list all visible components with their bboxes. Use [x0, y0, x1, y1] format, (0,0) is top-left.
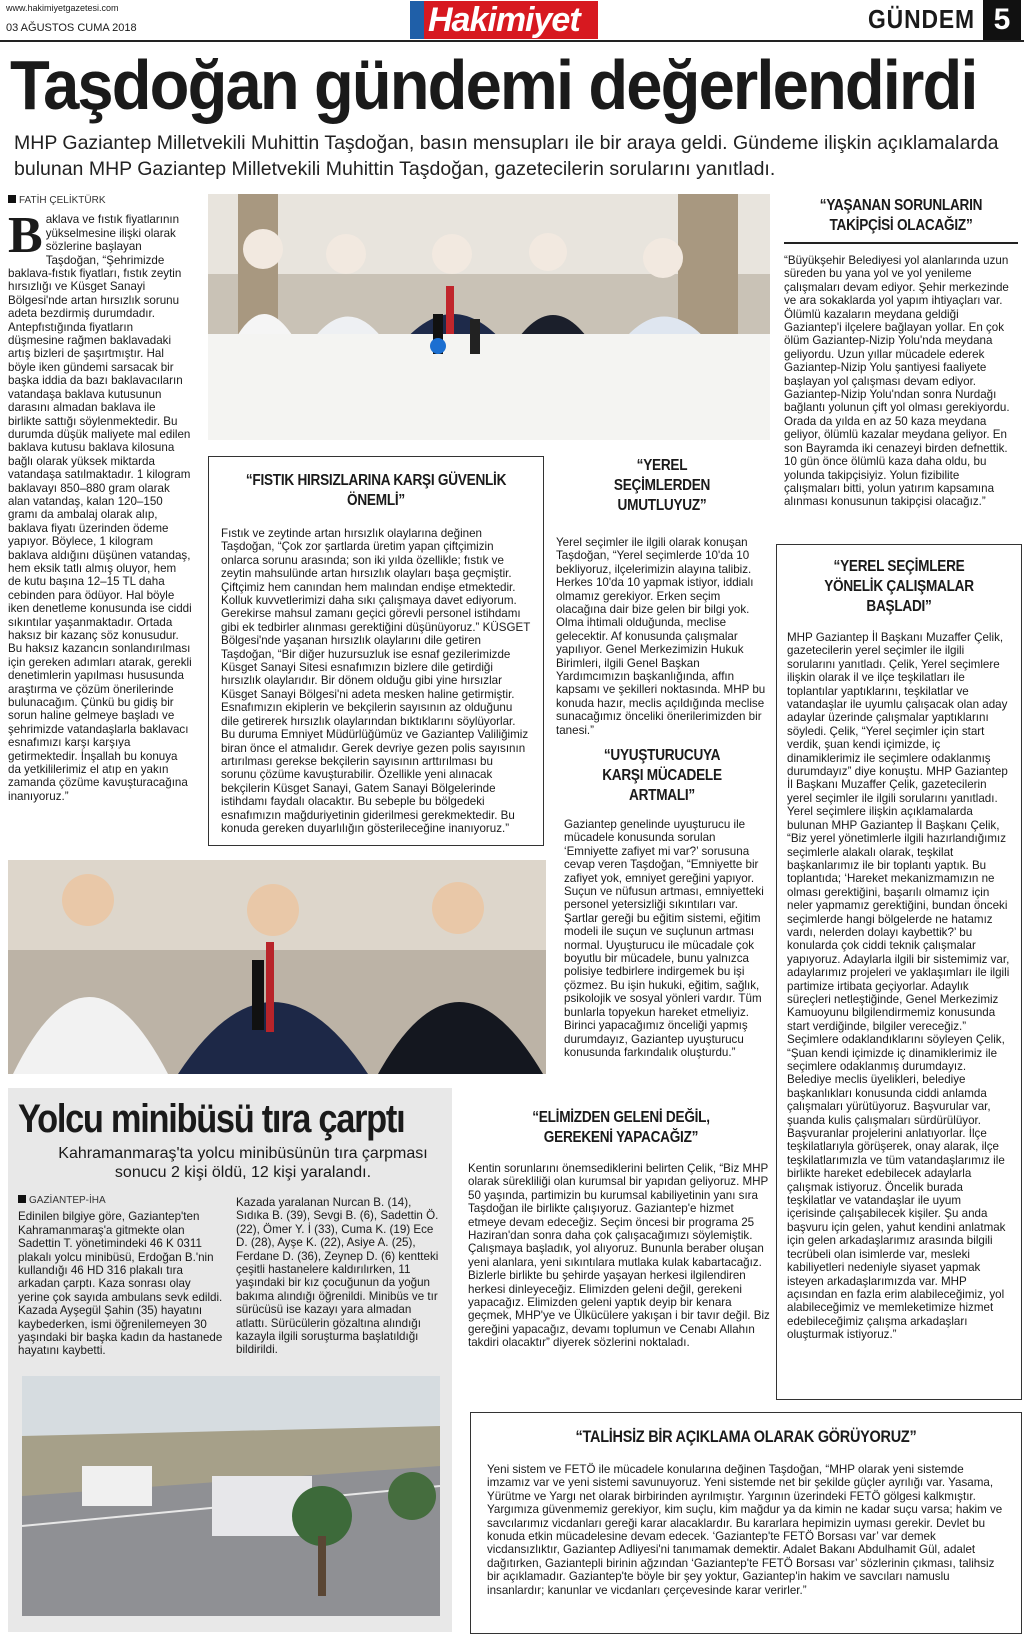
secondary-headline: Yolcu minibüsü tıra çarptı	[18, 1097, 405, 1141]
page-number: 5	[983, 0, 1021, 40]
uyusturucu-text: Gaziantep genelinde uyuşturucu ile mücadele konusunda sorulan ‘Emniyette zafiyet mi var?’ sorusuna cevap veren Taşdoğan, “Emniyette bir zafiyet yok, emniyet gereğini yapıyor. Suçun ve nüfusun artması, emniyetteki personel yetersizliği sıkıntıları var. Şartlar gereği bu eğitim sistemi, eğitim modeli ile suçun ve suçlunun artması normal. Uyuşturucu ile mücadale çok boyutlu bir mücadele, bunu yalnızca polisiye tedbirlere indirgemek bu işi çözmez. Bu işin hukuki, eğitim, sağlık, psikolojik ve sosyal yönleri vardır. Tüm bunlarla topyekun hareket etmeliyiz. Birinci yapacağımız önceliği yapmış durumdayız, Gaziantep uyuşturucu konusunda farkındalık oluşturdu.”	[564, 818, 764, 1059]
lead-article-text: aklava ve fıstık fiyatlarının yükselmesine ilişki olarak sözlerine başlayan Taşdoğan, “Şehrimizde baklava-fıstık fiyatları, fıstık zeytin hırsızlığı ve Küsget Sanayi Bölgesi'nde artan hırsızlık sorunu adeta bezdirmiş durumdadır. Antepfıstığında fiyatların düşmesine rağmen baklavadaki artış bizleri de şaşırtmıştır. Hal böyle iken gündemi sarsacak bir başka iddia da bazı baklavacıların vatandaşa baklava kutusunun darasını almadan baklava ile birlikte sattığı söylenmektedir. Bu durumda düşük maliyete mal edilen baklava kutusu baklava kilosuna bağlı olarak yüksek miktarda vatandaşa satılmaktadır. 1 kilogram baklavayı 850–880 gram olarak alan vatandaş, kalan 120–150 gramı da ambalaj olarak alıp, baklava fiyatı üzerinden ödeme yapıyor. Böylece, 1 kilogram baklava aldığını düşünen vatandaş, hem eksik tatlı almış oluyor, hem de kutu başına 12–15 TL daha cebinden para ödüyor. Hal böyle iken denetleme konusunda ise ciddi sıkıntılar yaşanmaktadır. Ortada haksız bir kazanç söz konusudur. Bu haksız kazancın sonlandırılması için gereken adımları atarak, gerekli denetimlerin yapılması hususunda araştırma ve çözüm önerilerinde bulunacağım. Çünkü bu gidiş bir sorun haline gelmeye başladı ve şehrimizde vatandaşlarla baklavacı esnafımızı karşı karşıya getirmektedir. İnşallah bu konuya da yetkililerimiz el atıp en yakın zamanda çözüme kavuşturacağına inanıyoruz.”	[8, 213, 192, 803]
secondary-byline: GAZİANTEP-İHA	[18, 1194, 224, 1207]
lead-article	[8, 194, 192, 803]
talihsiz-title: “TALİHSİZ BİR AÇIKLAMA OLARAK GÖRÜYORUZ”	[575, 1427, 917, 1446]
main-subhead: MHP Gaziantep Milletvekili Muhittin Taşdoğan, basın mensupları ile bir araya geldi. Gündeme ilişkin açıklamalarda bulunan MHP Gaziantep Milletvekili Muhittin Taşdoğan, gazetecilerin sorularını yanıtladı.	[14, 132, 999, 180]
byline: FATİH ÇELİKTÜRK	[8, 194, 192, 207]
issue-date: 03 AĞUSTOS CUMA 2018	[6, 22, 137, 34]
fistik-box-title: “FISTIK HIRSIZLARINA KARŞI GÜVENLİK ÖNEMLİ”	[245, 472, 507, 509]
uyusturucu-section	[556, 746, 768, 1059]
drop-cap: B	[8, 207, 43, 265]
talihsiz-text: Yeni sistem ve FETÖ ile mücadele konularına değinen Taşdoğan, “MHP olarak yeni sistemde imzamız var ve yeni sistemi savunuyoruz. Yeni sistemde net bir şekilde güçler ayrılığı var. Yasama, Yürütme ve Yargı net olarak birbirinden ayrılmıştır. Yargının üzerindeki FETÖ gölgesi kalkmıştır. Yargımıza güvenmemiz gerekiyor, kim suçlu, kim mağdur ya da kimin ne kadar suçu varsa; hakim ve savcılarımız vicdanları gereği karar alacaklardır. Bu kararlara hepimizin uyması gerekir. Devlet bu konuda etkin mücadelesine devam edecek. ‘Gaziantep'te FETÖ Borsası var’ var demek vicdansızlıktır, Gaziantep Adliyesi'ni tanımamak demektir. Adalet Bakanı Abdulhamit Gül, adalet dağıtırken, Gaziantepli birinin ağzından ‘Gaziantep'te FETÖ Borsası var’ sözlerinin çıkması, talihsiz bir açıklamadır. Gaziantep'te böyle bir şey yoktur, Gaziantep'in hakim ve savcıları namuslu insanlardır; kanunlar ve vicdanları çerçevesinde karar verirler.”	[487, 1463, 1003, 1597]
yerel-umut-text: Yerel seçimler ile ilgili olarak konuşan Taşdoğan, “Yerel seçimlerde 10'da 10 bekliyoruz, ilçelerimizin alayına talibiz. Herkes 10'da 10 yapmak istiyor, iddialı olmamız gerekiyor. Erken seçim olacağına dair bize gelen bir bilgi yok. Olma ihtimali olduğunda, meclise gelecektir. Af konusunda çalışmalar yapılıyor. Genel Merkezimizin Hukuk Birimleri, ilgili Genel Başkan Yardımcımızın başkanlığında, affın kapsamı ve şekilleri noktasında. MHP bu konuda hazır, meclis açıldığında meclise sunacağımız önceliki önerilerimizden bir tanesi.”	[556, 536, 766, 737]
secondary-col2-text: Kazada yaralanan Nurcan B. (14), Sıdıka B. (39), Sevgi B. (6), Sadettin Ö. (22), Ömer Y. İ (33), Cuma K. (19) Ece D. (28), Ayşe K. (22), Asiye A. (25), Ferdane D. (36), Zeynep D. (6) kentteki çeşitli hastanelere kaldırılırken, 11 yaşındaki bir kız çocuğunun da yoğun bakıma alındığı öğrenildi. Minibüs ve tır sürücüsü ise kazayı yara almadan atlattı. Sürücülerin gözaltına alındığı kazayla ilgili soruşturma başlatıldığı bildirildi.	[236, 1196, 439, 1357]
masthead-divider	[0, 40, 1024, 42]
press-conference-photo	[208, 194, 770, 440]
press-conference-closeup-photo	[8, 860, 546, 1074]
section-title: GÜNDEM	[868, 4, 975, 34]
main-headline: Taşdoğan gündemi değerlendirdi	[10, 46, 977, 124]
yerel-yonelik-box	[776, 544, 1022, 1400]
accident-photo	[22, 1376, 440, 1616]
yerel-umut-section	[556, 456, 768, 737]
fistik-box-text: Fıstık ve zeytinde artan hırsızlık olaylarına değinen Taşdoğan, “Çok zor şartlarda üretim yapan çiftçimizin onlarca sorunu arasında; son iki yılda özellikle; fıstık ve zeytin mahsulünde artan hırsızlık olayları başa geçmiştir. Çiftçimiz hem canından hem malından endişe etmektedir. Kolluk kuvvetlerimizi daha sıkı çalışmaya davet ediyorum. Gerekirse mahsul zamanı geçici görevli personel istihdamı gibi ek tedbirler alınması gerektiğini düşünüyoruz.” KÜSGET Bölgesi'nde yaşanan hırsızlık olaylarını dile getiren Taşdoğan, “Bir diğer huzursuzluk ise esnaf gezilerimizde Küsget Sanayi Sitesi esnafımızın bizlere dile getirdiği hırsızlık olaylarıdır. Bir dönem olduğu gibi yine hırsızlar Küsget Sanayi Bölgesi'ni adeta mesken haline getirmiştir. Esnafımızın ekiplerin ve bekçilerin sayısının az olduğunu dile getirerek hırsızlık olaylarından bıktıklarını söylüyorlar. Bu duruma Emniyet Müdürlüğümüz ve Gaziantep Valiliğimiz biran önce el atmalıdır. Gerek devriye gezen polis sayısının artırılması gerekse bekçilerin sayısının arttırılması bu sorunu çözüme kavuşturabilir. Özellikle yeni alınacak bekçilerin Küsget Sanayi, Gatem Sanayi Bölgelerinde istihdamı faydalı olacaktır. Bu sebeple bu bölgedeki esnafımızın mağduriyetinin giderilmesi gerekmektedir. Bu konuda gereken duyarlılığın gösterileceğine inanıyoruz.”	[221, 527, 531, 835]
yasanan-divider	[784, 242, 1018, 244]
website-url: www.hakimiyetgazetesi.com	[6, 3, 119, 13]
logo-blue-bar	[410, 1, 424, 39]
newspaper-logo	[410, 1, 598, 39]
secondary-story	[8, 1088, 452, 1632]
talihsiz-box	[470, 1412, 1022, 1634]
yasanan-text: “Büyükşehir Belediyesi yol alanlarında uzun süreden bu yana yol ve yol yenileme çalışmaları devam ediyor. Şehir merkezinde ve ara sokaklarda yol yapım ihtiyaçları var. Ölümlü kazaların meydana geldiği Gaziantep'i ilçelere bağlayan yollar. En çok ölüm Gaziantep-Nizip Yolu'nda meydana geliyordu. Uzun yıllar mücadele ederek Gaziantep-Nizip Yolu şantiyesi faaliyete başlayan yol çalışması devam ediyor. Gaziantep-Nizip Yolu'ndan sonra Nurdağı bağlantı yolunun çift yol olması gerekiyordu. Orada da yılda en az 50 kaza meydana geliyor, ölümlü kazalar meydana geliyor. En son Bayramda iki cenazeyi birden defnettik. 10 gün önce ölümlü kaza daha oldu, bu yolunda takipçisiyiz. Yolun fizibilite çalışmaları bitti, yolun yatırım kapsamına alınması konusunun takipçisi olacağız.”	[784, 254, 1010, 509]
yerel-umut-title: “YEREL SEÇİMLERDEN UMUTLUYUZ”	[613, 457, 711, 514]
yerel-yonelik-title: “YEREL SEÇİMLERE YÖNELİK ÇALIŞMALAR BAŞLADI”	[824, 558, 974, 615]
yasanan-title: “YAŞANAN SORUNLARIN TAKİPÇİSİ OLACAĞIZ”	[819, 197, 983, 234]
uyusturucu-title: “UYUŞTURUCUYA KARŞI MÜCADELE ARTMALI”	[602, 747, 722, 804]
yasanan-section	[784, 196, 1018, 509]
secondary-col1-text: Edinilen bilgiye göre, Gaziantep'ten Kahramanmaraş'a gitmekte olan Sadettin T. yönetimindeki 46 K 0311 plakalı yolcu minibüsü, Erdoğan B.'nin kullandığı 46 HD 316 plakalı tıra arkadan çarptı. Kaza sonrası olay yerine çok sayıda ambulans sevk edildi. Kazada Ayşegül Şahin (35) hayatını kaybederken, ismi öğrenilemeyen 30 yaşındaki bir başka kadın da hastanede hayatını kaybetti.	[18, 1210, 223, 1358]
fistik-box	[208, 456, 544, 846]
elimizden-title: “ELİMİZDEN GELENİ DEĞİL, GEREKENİ YAPACAĞIZ”	[532, 1109, 710, 1146]
secondary-subhead: Kahramanmaraş'ta yolcu minibüsünün tıra çarpması sonucu 2 kişi öldü, 12 kişi yaralandı.	[58, 1145, 428, 1181]
yerel-yonelik-text: MHP Gaziantep İl Başkanı Muzaffer Çelik, gazetecilerin yerel seçimler ile ilgili sorularını yanıtladı. Çelik, Yerel seçimlere ilişkin olarak il ve ilçe teşkilatları ile toplantılar yaptıklarını, teşkilatlar ve vatandaşlar ile uyumlu çalışacak olan aday adaylar üzerinde çalışmalar yaptıklarını söyledi. Çelik, “Yerel seçimler için start verdik, şuan kendi içimizde, iç dinamiklerimiz ile seçimlere odaklanmış durumdayız” diye konuştu. MHP Gaziantep İl Başkanı Muzaffer Çelik, gazetecilerin yerel seçimler ile ilgili sorularını yanıtladı. Yerel seçimlere ilişkin açıklamalarda bulunan MHP Gaziantep İl Başkanı Çelik, “Biz yerel yönetimlerle ilgili hazırlandığımız seçimlerle alakalı olarak, teşkilat başkanlarımız ile bir toplantı yaptık. Bu toplantıda; ‘Hareket mekanizmamızın ne olması gerektiğini, başarılı olmamız için neler yapmamız gerektiğini, bundan önceki seçimlerde hangi bölgelerde ne hatamız vardı, nelerden dolayı kaybettik?’ bu konularda çok ciddi teknik çalışmalar yapıyoruz. Adaylarla ilgili bir sistemimiz var, adaylarımız projeleri ve yaklaşımları ile ilgili partimize irtibata geçiyorlar. Adaylık süreçleri netleştiğinde, Genel Merkezimiz Kamuoyunu bilgilendirmemiz konusunda start verdiğinde, bilgiler vereceğiz.” Seçimlere odaklandıklarını söyleyen Çelik, “Şuan kendi içimizde iç dinamiklerimiz ile seçimlere odaklanmış durumdayız. Belediye meclis üyelikleri, belediye başkanlıkları konusunda ciddi anlamda çalışmaları yürütüyoruz. Başvurular var, şuanda kulis çalışmaları sürdürülüyor. Başvuranlar projelerini anlatıyorlar. İlçe teşkilatlarıyla görüşerek, onay alarak, ilçe teşkilatlarımızla ve tüm vatandaşlarımız ile birlikte hareket edebilecek adaylarla çalışmak istiyoruz. Öncelik burada teşkilatlar ve vatandaşlar ile uyum içerisinde çalışabilecek kişiler. Şu anda başvuru için gelen, yahut kendini anlatmak için gelen arkadaşlarımız arasında bilgili tecrübeli olan isimlerde var, mesleki kabiliyetleri nedeniyle siyaset yapmak isteyen arkadaşlarımızda var. MHP açısından en fazla erim alabileceğimiz, yol alabileceğimiz ve memleketimize hizmet edebileceğimiz çalışma arkadaşları oluşturmak istiyoruz.”	[787, 631, 1010, 1342]
logo-text: Hakimiyet	[424, 1, 598, 39]
elimizden-text: Kentin sorunlarını önemsediklerini belirten Çelik, “Biz MHP olarak sürekliliği olan kurumsal bir yapıdan geliyoruz. MHP 50 yaşında, partimizin bu kurumsal kabiliyetinin yanı sıra Taşdoğan ile birlikte çalışıyoruz. Gaziantep'e hizmet etmeye devam edeceğiz. Seçim öncesi bir programa 25 Haziran'dan sonra daha çok çalışacağımızı söylemiştik. Çalışmaya başladık, yol alıyoruz. Bununla beraber oluşan yeni alanlara, yeni sıkıntılara mutlaka kulak kabartacağız. Bizlerle birlikte bu şehirde yaşayan herkesi ilgilendiren herkesi dinleyeceğiz. Elimizden geleni değil, gerekeni yapacağız. Elimizden geleni yaptık deyip bir kenara geçmek, MHP'ye ve Ülkücülere yakışan i bir tavır değil. Biz gereğini yapacağız, devamı toplumun ve Cenabı Allahın takdiri olacaktır” diyerek sözlerini noktaladı.	[468, 1162, 770, 1350]
secondary-col1	[18, 1194, 224, 1358]
elimizden-section	[468, 1108, 774, 1350]
